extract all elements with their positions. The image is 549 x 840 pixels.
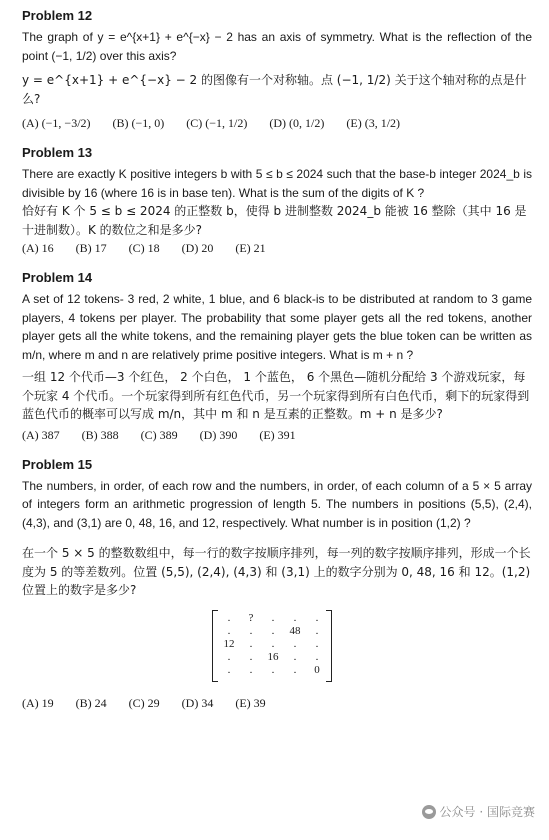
matrix-cell: 16 [267, 650, 279, 663]
matrix-cell: . [315, 611, 319, 624]
matrix-cell: 0 [314, 663, 320, 676]
matrix-cell: . [293, 663, 297, 676]
matrix-cell: . [227, 611, 231, 624]
watermark-text: 公众号 · 国际竞赛 [439, 805, 535, 819]
choice-c: (C) 389 [140, 427, 178, 442]
choice-c: (C) 18 [128, 241, 160, 255]
answer-choices [22, 116, 532, 131]
problem-title: Problem 14 [22, 270, 93, 285]
matrix-cell: . [249, 624, 253, 637]
matrix-row [218, 664, 328, 677]
matrix-row [218, 612, 328, 625]
choice-b: (B) (−1, 0) [112, 116, 165, 130]
matrix-row [218, 638, 328, 651]
p12-en: The graph of y = e^{x+1} + e^{−x} − 2 has an axis of symmetry. What is the reflection of the point (−1, 1/2) over this axis? [22, 30, 532, 63]
matrix-cell: . [315, 650, 319, 663]
matrix-cell: . [227, 663, 231, 676]
matrix-cell: . [315, 637, 319, 650]
matrix-row [218, 651, 328, 664]
spacer [22, 443, 532, 457]
problem-14 [22, 270, 532, 443]
answer-choices [22, 428, 532, 443]
problem-text-zh: 恰好有 K 个 5 ≤ b ≤ 2024 的正整数 b，使得 b 进制整数 2024_b 能被 16 整除（其中 16 是十进制数）。K 的数位之和是多少? [22, 204, 527, 237]
problem-text-zh [22, 71, 532, 108]
choice-d: (D) (0, 1/2) [269, 116, 325, 130]
matrix-cell: . [249, 650, 253, 663]
problem-text-en [22, 28, 532, 65]
page [22, 8, 532, 711]
matrix-cell: . [293, 637, 297, 650]
matrix-cell: . [293, 611, 297, 624]
choice-e: (E) 39 [235, 695, 266, 710]
choice-a: (A) (−1, −3/2) [22, 116, 91, 130]
choice-c: (C) (−1, 1/2) [186, 116, 248, 130]
matrix-cell: . [315, 624, 319, 637]
choice-b: (B) 17 [75, 241, 107, 255]
problem-title: Problem 12 [22, 8, 93, 23]
problem-text-en: A set of 12 tokens- 3 red, 2 white, 1 blue, and 6 black-is to be distributed at random to 3 game players, 4 tokens per player. The probability that some player gets all the red tokens, another player gets all the white tokens, and the remaining player gets the blue token can be written as m/n, where m and n are relatively prime positive integers. What is m + n ? [22, 292, 532, 362]
matrix-cell: . [271, 663, 275, 676]
matrix-cell: 12 [223, 637, 235, 650]
choice-e: (E) 391 [259, 427, 296, 442]
answer-choices [22, 696, 532, 711]
problem-title: Problem 13 [22, 145, 93, 160]
p12-zh: y = e^{x+1} + e^{−x} − 2 的图像有一个对称轴。点 (−1, 1/2) 关于这个轴对称的点是什么? [22, 73, 527, 106]
problem-12 [22, 8, 532, 131]
problem-13 [22, 145, 532, 256]
matrix-cell: ? [248, 611, 254, 624]
choice-d: (D) 34 [181, 695, 214, 710]
matrix-cell: . [249, 637, 253, 650]
choice-a: (A) 16 [22, 241, 54, 255]
choice-d: (D) 20 [181, 241, 214, 255]
problem-text-zh: 一组 12 个代币—3 个红色， 2 个白色， 1 个蓝色， 6 个黑色—随机分配给 3 个游戏玩家，每个玩家 4 个代币。一个玩家得到所有红色代币，另一个玩家得到所有白色代币，剩下的玩家得到蓝色代币的概率可以写成 m/n，其中 m 和 n 是互素的正整数。m + n 是多少? [22, 370, 530, 421]
matrix-cell: . [271, 624, 275, 637]
matrix-cell: . [227, 650, 231, 663]
matrix-cell: . [271, 611, 275, 624]
choice-e: (E) (3, 1/2) [346, 116, 401, 130]
matrix-cell: . [271, 637, 275, 650]
matrix-cell: 48 [289, 624, 301, 637]
choice-a: (A) 387 [22, 427, 60, 442]
choice-b: (B) 24 [75, 695, 107, 710]
problem-15 [22, 457, 532, 711]
spacer [22, 131, 532, 145]
spacer [22, 256, 532, 270]
watermark [422, 803, 535, 820]
wechat-icon [422, 805, 436, 819]
problem-text-zh: 在一个 5 × 5 的整数数组中，每一行的数字按顺序排列，每一列的数字按顺序排列，形成一个长度为 5 的等差数列。位置 (5,5), (2,4), (4,3) 和 (3,1) 上的数字分别为 0, 48, 16 和 12。(1,2) 位置上的数字是多少? [22, 546, 531, 597]
matrix-grid [218, 612, 328, 677]
choice-d: (D) 390 [199, 427, 238, 442]
choice-a: (A) 19 [22, 695, 54, 710]
array-matrix [212, 610, 332, 682]
problem-title: Problem 15 [22, 456, 93, 472]
choice-c: (C) 29 [128, 695, 160, 710]
matrix-row [218, 625, 328, 638]
matrix-cell: . [227, 624, 231, 637]
choice-e: (E) 21 [235, 241, 266, 255]
problem-text-en: There are exactly K positive integers b with 5 ≤ b ≤ 2024 such that the base-b integer 2024_b is divisible by 16 (where 16 is in base ten). What is the sum of the digits of K ? [22, 167, 532, 200]
choice-b: (B) 388 [81, 427, 119, 442]
matrix-cell: . [293, 650, 297, 663]
problem-text-en: The numbers, in order, of each row and the numbers, in order, of each column of a 5 × 5 array of integers form an arithmetic progression of length 5. The numbers in positions (5,5), (2,4), (4,3), and (3,1) are 0, 48, 16, and 12, respectively. What number is in position (1,2) ? [22, 478, 532, 530]
matrix-cell: . [249, 663, 253, 676]
answer-choices [22, 241, 532, 256]
